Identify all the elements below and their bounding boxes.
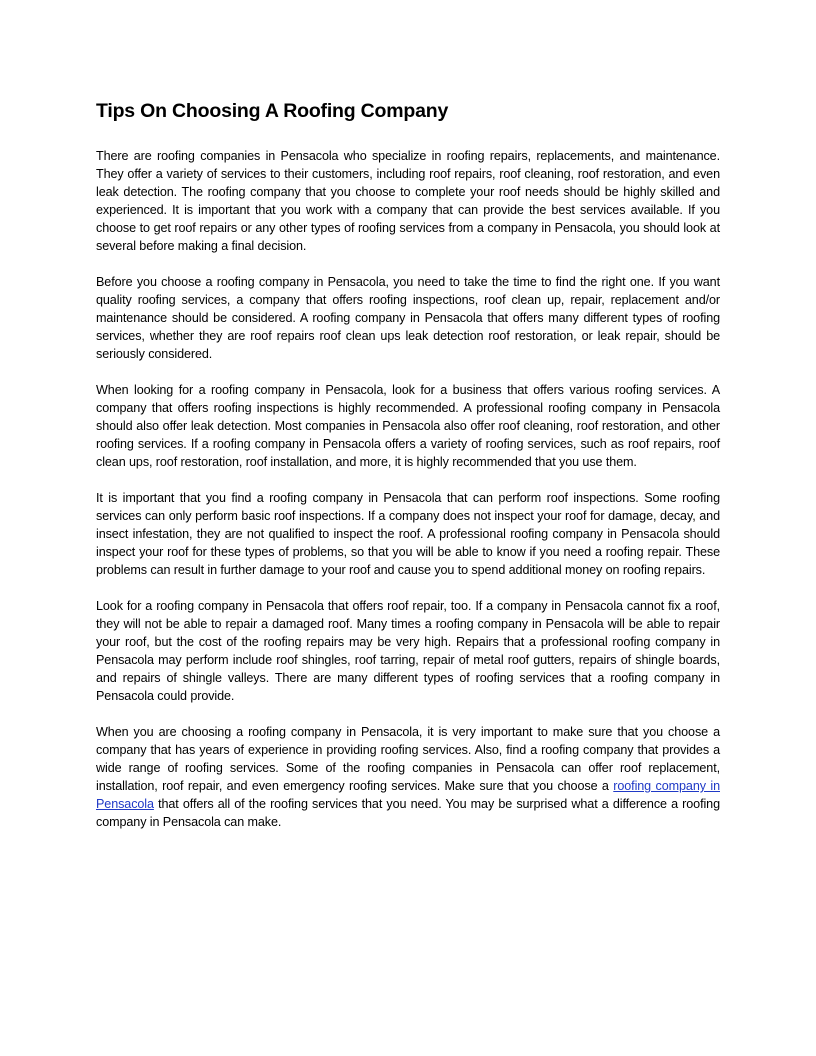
roofing-company-link[interactable]: roofing company in Pensacola: [96, 779, 720, 811]
paragraph-4: It is important that you find a roofing company in Pensacola that can perform roof inspections. Some roofing services can only perform basic roof inspections. If a company does not inspect your roof for damage, decay, and insect infestation, they are not qualified to inspect the roof. A professional roofing company in Pensacola should inspect your roof for these types of problems, so that you will be able to know if you need a roofing repair. These problems can result in further damage to your roof and cause you to spend additional money on roofing repairs.: [96, 491, 720, 577]
paragraph-1: There are roofing companies in Pensacola who specialize in roofing repairs, replacements, and maintenance. They offer a variety of services to their customers, including roof repairs, roof cleaning, roof restoration, and even leak detection. The roofing company that you choose to complete your roof needs should be highly skilled and experienced. It is important that you work with a company that can provide the best services available. If you choose to get roof repairs or any other types of roofing services from a company in Pensacola, you should look at several before making a final decision.: [96, 149, 720, 253]
paragraph-3: When looking for a roofing company in Pensacola, look for a business that offers various roofing services. A company that offers roofing inspections is highly recommended. A professional roofing company in Pensacola should also offer leak detection. Most companies in Pensacola also offer roof cleaning, roof restoration, and other roofing services. If a roofing company in Pensacola offers a variety of roofing services, such as roof repairs, roof clean ups, roof restoration, roof installation, and more, it is highly recommended that you use them.: [96, 383, 720, 469]
paragraph-5: Look for a roofing company in Pensacola that offers roof repair, too. If a company in Pensacola cannot fix a roof, they will not be able to repair a damaged roof. Many times a roofing company in Pensacola will be able to repair your roof, but the cost of the roofing repairs may be very high. Repairs that a professional roofing company in Pensacola may perform include roof shingles, roof tarring, repair of metal roof gutters, repairs of shingle boards, and repairs of shingle valleys. There are many different types of roofing services that a roofing company in Pensacola could provide.: [96, 599, 720, 703]
paragraph-6-text-after-link: that offers all of the roofing services that you need. You may be surprised what a difference a roofing company in Pensacola can make.: [96, 797, 720, 829]
paragraph-6: [96, 723, 720, 831]
paragraph-6-text-before-link: When you are choosing a roofing company in Pensacola, it is very important to make sure that you choose a company that has years of experience in providing roofing services. Also, find a roofing company that provides a wide range of roofing services. Some of the roofing companies in Pensacola can offer roof replacement, installation, roof repair, and even emergency roofing services. Make sure that you choose a: [96, 725, 720, 793]
document-title: Tips On Choosing A Roofing Company: [96, 100, 449, 122]
paragraph-2: Before you choose a roofing company in Pensacola, you need to take the time to find the right one. If you want quality roofing services, a company that offers roofing inspections, roof clean up, repair, replacement and/or maintenance should be considered. A roofing company in Pensacola that offers many different types of roofing services, whether they are roof repairs roof clean ups leak detection roof restoration, or leak repair, should be seriously considered.: [96, 275, 720, 361]
document-page: [96, 96, 720, 849]
